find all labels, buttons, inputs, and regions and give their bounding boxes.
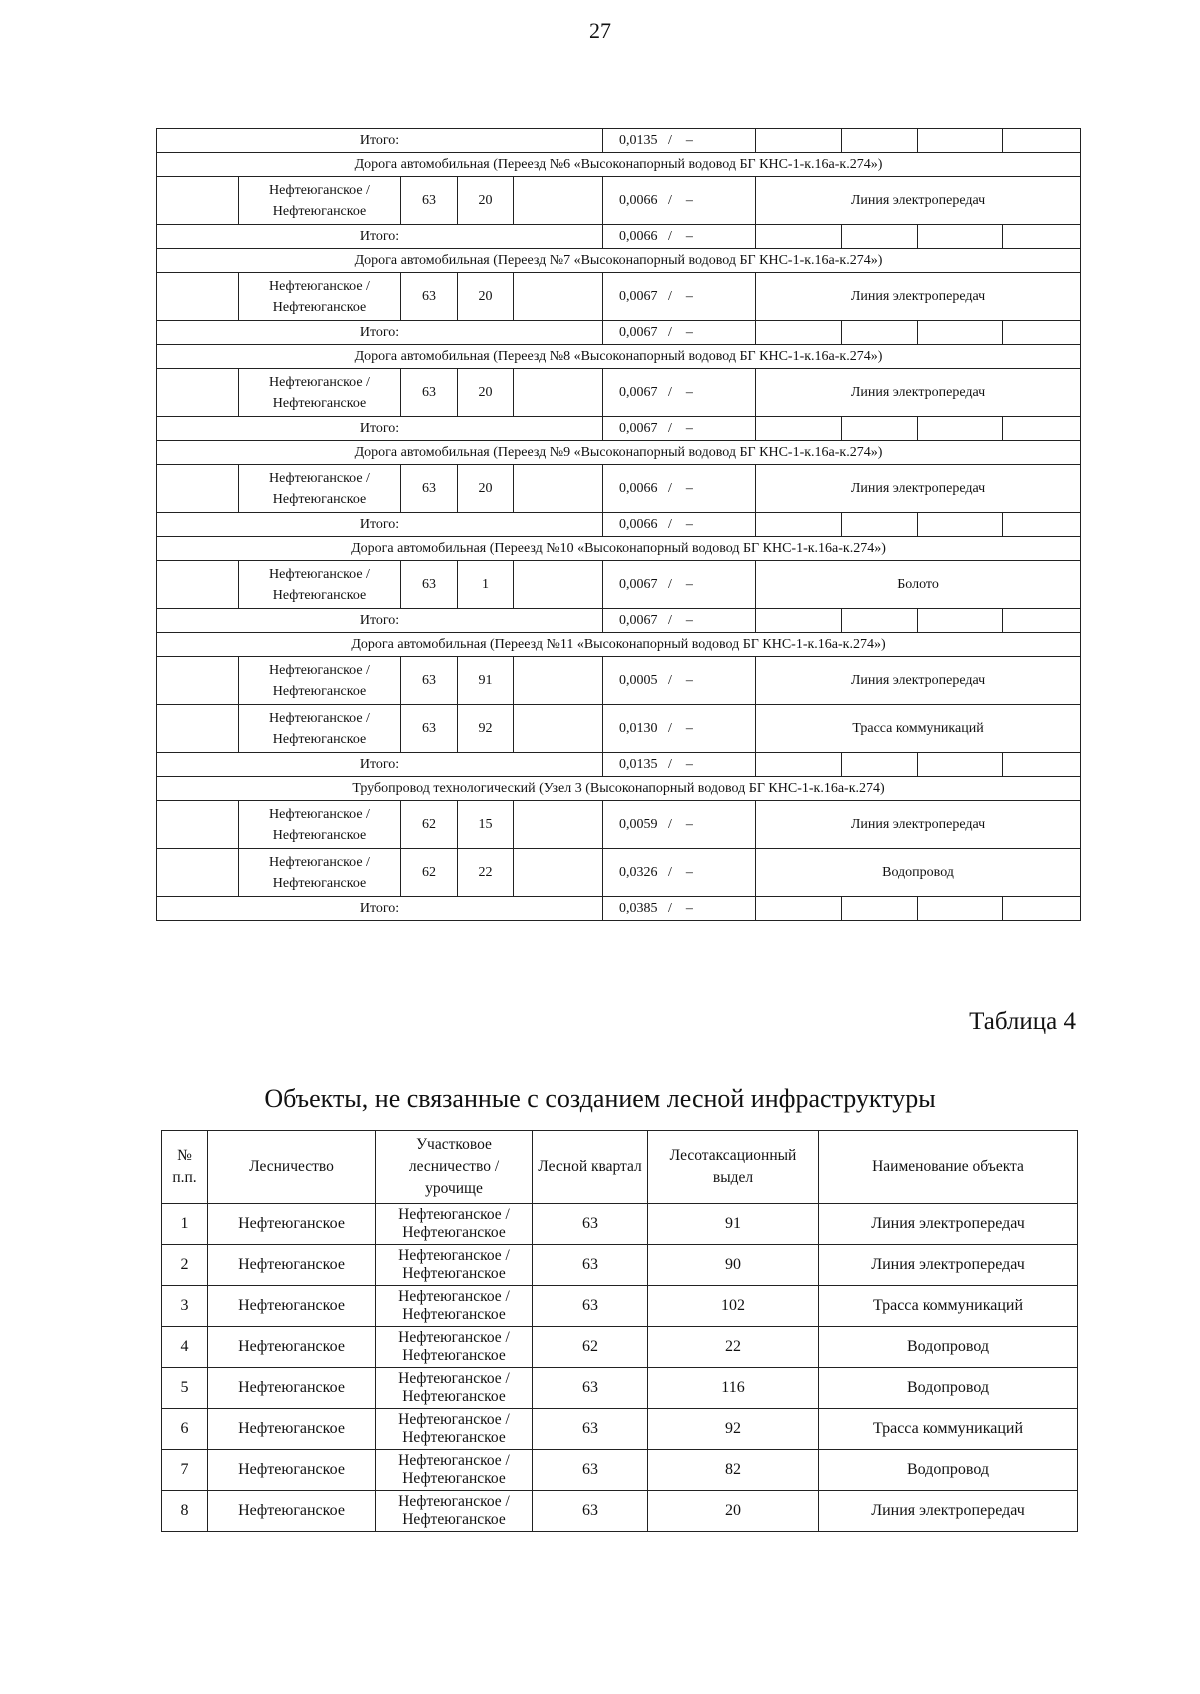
empty-cell [756,321,842,345]
table-row [162,1327,1078,1368]
empty-cell [514,561,603,609]
area-value-cell: 0,0326 / – [603,849,756,897]
quarter-cell: 63 [533,1409,648,1450]
total-value: 0,0067 / – [603,417,756,441]
total-label: Итого: [157,609,603,633]
empty-cell [157,705,239,753]
table-row [162,1368,1078,1409]
district-cell: Нефтеюганское / Нефтеюганское [376,1491,533,1532]
allotment-cell: 20 [458,273,514,321]
area-value-cell: 0,0067 / – [603,561,756,609]
table-row [162,1491,1078,1532]
object-name-cell: Трасса коммуникаций [819,1409,1078,1450]
header-district: Участковое лесничество / урочище [376,1131,533,1204]
area-value-cell: 0,0066 / – [603,177,756,225]
table-label: Таблица 4 [969,1008,1076,1035]
object-cell: Линия электропередач [756,657,1081,705]
area-value-cell: 0,0005 / – [603,657,756,705]
row-number: 8 [162,1491,208,1532]
empty-cell [842,129,918,153]
quarter-cell: 63 [533,1450,648,1491]
row-number: 2 [162,1245,208,1286]
total-label: Итого: [157,897,603,921]
header-number: № п.п. [162,1131,208,1204]
object-name-cell: Линия электропередач [819,1245,1078,1286]
section-title: Дорога автомобильная (Переезд №10 «Высоконапорный водовод БГ КНС-1-к.16а-к.274») [157,537,1081,561]
total-value: 0,0135 / – [603,129,756,153]
quarter-cell: 63 [533,1245,648,1286]
area-value-cell: 0,0066 / – [603,465,756,513]
allotment-cell: 92 [648,1409,819,1450]
total-value: 0,0385 / – [603,897,756,921]
total-value: 0,0067 / – [603,609,756,633]
objects-table [161,1130,1078,1532]
table-row [157,657,1081,705]
object-name-cell: Трасса коммуникаций [819,1286,1078,1327]
row-number: 4 [162,1327,208,1368]
quarter-cell: 63 [401,561,458,609]
table-row [157,177,1081,225]
object-cell: Трасса коммуникаций [756,705,1081,753]
forestry-cell: Нефтеюганское [208,1286,376,1327]
forestry-cell: Нефтеюганское [208,1204,376,1245]
total-row [157,513,1081,537]
district-cell: Нефтеюганское / Нефтеюганское [376,1450,533,1491]
section-title: Дорога автомобильная (Переезд №9 «Высоконапорный водовод БГ КНС-1-к.16а-к.274») [157,441,1081,465]
total-row [157,897,1081,921]
district-cell: Нефтеюганское / Нефтеюганское [239,657,401,705]
empty-cell [842,513,918,537]
object-name-cell: Водопровод [819,1368,1078,1409]
section-title-row [157,153,1081,177]
allotment-cell: 82 [648,1450,819,1491]
empty-cell [918,753,1003,777]
section-title: Дорога автомобильная (Переезд №6 «Высоконапорный водовод БГ КНС-1-к.16а-к.274») [157,153,1081,177]
table-row [162,1286,1078,1327]
empty-cell [918,513,1003,537]
table-row [157,273,1081,321]
allotment-cell: 22 [648,1327,819,1368]
quarter-cell: 63 [533,1204,648,1245]
table-row [162,1245,1078,1286]
object-name-cell: Водопровод [819,1450,1078,1491]
empty-cell [756,753,842,777]
object-cell: Линия электропередач [756,465,1081,513]
quarter-cell: 63 [401,273,458,321]
empty-cell [1003,513,1081,537]
allotment-cell: 116 [648,1368,819,1409]
quarter-cell: 62 [401,801,458,849]
section-title-row [157,777,1081,801]
row-number: 5 [162,1368,208,1409]
total-label: Итого: [157,129,603,153]
header-allotment: Лесотаксационный выдел [648,1131,819,1204]
table-row [162,1409,1078,1450]
allotment-cell: 22 [458,849,514,897]
district-cell: Нефтеюганское / Нефтеюганское [376,1327,533,1368]
empty-cell [842,897,918,921]
district-cell: Нефтеюганское / Нефтеюганское [239,705,401,753]
page-number: 27 [589,18,611,43]
row-number: 7 [162,1450,208,1491]
district-cell: Нефтеюганское / Нефтеюганское [376,1286,533,1327]
quarter-cell: 63 [533,1491,648,1532]
table-row [157,561,1081,609]
table-header-row [162,1131,1078,1204]
empty-cell [1003,225,1081,249]
object-name-cell: Линия электропередач [819,1204,1078,1245]
empty-cell [918,225,1003,249]
district-cell: Нефтеюганское / Нефтеюганское [239,849,401,897]
empty-cell [1003,897,1081,921]
district-cell: Нефтеюганское / Нефтеюганское [239,561,401,609]
object-name-cell: Водопровод [819,1327,1078,1368]
section-title-row [157,249,1081,273]
total-label: Итого: [157,225,603,249]
empty-cell [756,609,842,633]
empty-cell [842,321,918,345]
empty-cell [514,705,603,753]
area-value-cell: 0,0067 / – [603,273,756,321]
empty-cell [756,897,842,921]
quarter-cell: 63 [401,177,458,225]
empty-cell [918,417,1003,441]
empty-cell [918,897,1003,921]
empty-cell [842,753,918,777]
empty-cell [157,273,239,321]
empty-cell [918,129,1003,153]
section-title: Дорога автомобильная (Переезд №8 «Высоконапорный водовод БГ КНС-1-к.16а-к.274») [157,345,1081,369]
empty-cell [157,657,239,705]
section-title-row [157,537,1081,561]
forestry-cell: Нефтеюганское [208,1409,376,1450]
district-cell: Нефтеюганское / Нефтеюганское [239,177,401,225]
district-cell: Нефтеюганское / Нефтеюганское [239,801,401,849]
empty-cell [514,369,603,417]
row-number: 3 [162,1286,208,1327]
row-number: 6 [162,1409,208,1450]
quarter-cell: 63 [533,1286,648,1327]
empty-cell [157,465,239,513]
allotment-cell: 20 [458,465,514,513]
total-value: 0,0066 / – [603,225,756,249]
forestry-cell: Нефтеюганское [208,1327,376,1368]
object-cell: Линия электропередач [756,273,1081,321]
object-cell: Линия электропередач [756,177,1081,225]
empty-cell [842,609,918,633]
total-row [157,609,1081,633]
empty-cell [514,657,603,705]
table-row [162,1204,1078,1245]
district-cell: Нефтеюганское / Нефтеюганское [376,1368,533,1409]
header-quarter: Лесной квартал [533,1131,648,1204]
object-cell: Болото [756,561,1081,609]
object-name-cell: Линия электропередач [819,1491,1078,1532]
empty-cell [756,129,842,153]
empty-cell [157,369,239,417]
forestry-cell: Нефтеюганское [208,1491,376,1532]
section-title-row [157,345,1081,369]
allotment-cell: 20 [648,1491,819,1532]
empty-cell [1003,129,1081,153]
table-row [157,801,1081,849]
empty-cell [157,801,239,849]
allotment-cell: 1 [458,561,514,609]
allotment-cell: 91 [458,657,514,705]
total-label: Итого: [157,417,603,441]
empty-cell [514,273,603,321]
quarter-cell: 63 [401,369,458,417]
forestry-cell: Нефтеюганское [208,1450,376,1491]
allotment-cell: 20 [458,177,514,225]
quarter-cell: 63 [401,465,458,513]
section-title: Трубопровод технологический (Узел 3 (Высоконапорный водовод БГ КНС-1-к.16а-к.274) [157,777,1081,801]
object-cell: Водопровод [756,849,1081,897]
quarter-cell: 62 [401,849,458,897]
total-label: Итого: [157,321,603,345]
quarter-cell: 63 [401,705,458,753]
empty-cell [918,321,1003,345]
total-value: 0,0066 / – [603,513,756,537]
allotment-cell: 20 [458,369,514,417]
total-row [157,753,1081,777]
object-cell: Линия электропередач [756,801,1081,849]
empty-cell [157,561,239,609]
empty-cell [756,225,842,249]
empty-cell [842,225,918,249]
district-cell: Нефтеюганское / Нефтеюганское [376,1409,533,1450]
allotment-cell: 90 [648,1245,819,1286]
row-number: 1 [162,1204,208,1245]
allotment-cell: 15 [458,801,514,849]
empty-cell [157,177,239,225]
total-row [157,321,1081,345]
total-value: 0,0067 / – [603,321,756,345]
forest-areas-table [156,128,1081,921]
area-value-cell: 0,0130 / – [603,705,756,753]
empty-cell [756,513,842,537]
object-cell: Линия электропередач [756,369,1081,417]
empty-cell [514,465,603,513]
quarter-cell: 63 [401,657,458,705]
section-title: Дорога автомобильная (Переезд №11 «Высоконапорный водовод БГ КНС-1-к.16а-к.274») [157,633,1081,657]
empty-cell [1003,753,1081,777]
total-row [157,225,1081,249]
empty-cell [514,801,603,849]
district-cell: Нефтеюганское / Нефтеюганское [239,273,401,321]
forestry-cell: Нефтеюганское [208,1245,376,1286]
total-row [157,129,1081,153]
section-title-row [157,633,1081,657]
district-cell: Нефтеюганское / Нефтеюганское [239,465,401,513]
forestry-cell: Нефтеюганское [208,1368,376,1409]
area-value-cell: 0,0059 / – [603,801,756,849]
table-row [157,369,1081,417]
empty-cell [756,417,842,441]
total-value: 0,0135 / – [603,753,756,777]
quarter-cell: 62 [533,1327,648,1368]
total-label: Итого: [157,753,603,777]
table-title: Объекты, не связанные с созданием лесной инфраструктуры [264,1084,936,1113]
district-cell: Нефтеюганское / Нефтеюганское [376,1204,533,1245]
empty-cell [1003,321,1081,345]
header-forestry: Лесничество [208,1131,376,1204]
section-title: Дорога автомобильная (Переезд №7 «Высоконапорный водовод БГ КНС-1-к.16а-к.274») [157,249,1081,273]
empty-cell [514,849,603,897]
empty-cell [514,177,603,225]
empty-cell [1003,417,1081,441]
quarter-cell: 63 [533,1368,648,1409]
table-row [157,465,1081,513]
table-row [162,1450,1078,1491]
allotment-cell: 102 [648,1286,819,1327]
header-object-name: Наименование объекта [819,1131,1078,1204]
area-value-cell: 0,0067 / – [603,369,756,417]
district-cell: Нефтеюганское / Нефтеюганское [239,369,401,417]
total-label: Итого: [157,513,603,537]
table-row [157,705,1081,753]
empty-cell [157,849,239,897]
total-row [157,417,1081,441]
empty-cell [842,417,918,441]
empty-cell [1003,609,1081,633]
allotment-cell: 91 [648,1204,819,1245]
section-title-row [157,441,1081,465]
district-cell: Нефтеюганское / Нефтеюганское [376,1245,533,1286]
empty-cell [918,609,1003,633]
allotment-cell: 92 [458,705,514,753]
table-row [157,849,1081,897]
